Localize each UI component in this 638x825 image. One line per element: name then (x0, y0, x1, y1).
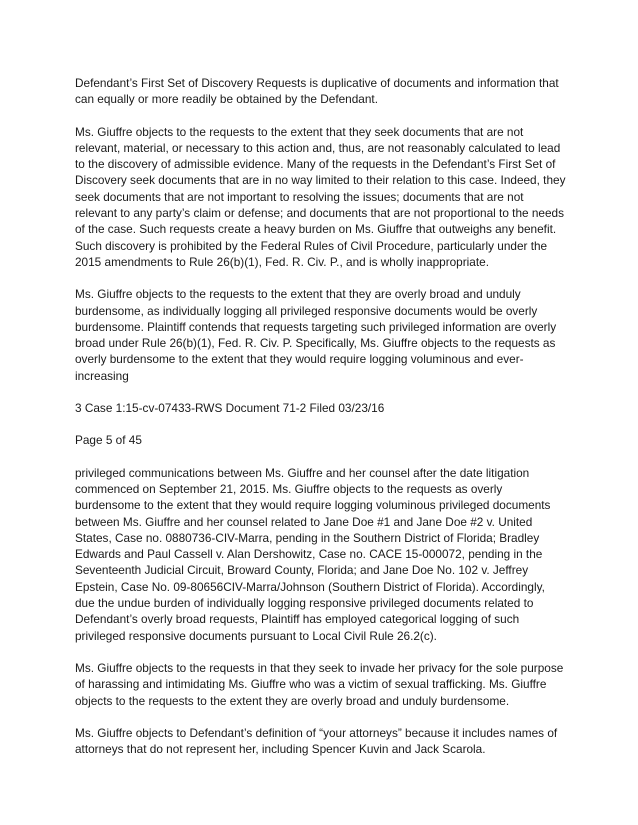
paragraph-duplicative-discovery: Defendant’s First Set of Discovery Requests is duplicative of documents and information that can equally or more readily be obtained by the Defendant. (75, 76, 559, 107)
paragraph-privacy-objection: Ms. Giuffre objects to the requests in that they seek to invade her privacy for the sole purpose of harassing and intimidating Ms. Giuffre who was a victim of sexual trafficking. Ms. Giuffre objects to the requests to the extent they are overly broad and unduly burdensome. (75, 660, 564, 708)
paragraph-overbroad-objection: Ms. Giuffre objects to the requests to the extent that they are overly broad and unduly burdensome, as individually logging all privileged responsive documents would be overly burdensome. Plaintiff contends that requests targeting such privileged information are overly broad under Rule 26(b)(1), Fed. R. Civ. P. Specifically, Ms. Giuffre objects to the requests as overly burdensome to the extent that they would require logging voluminous and ever-increasing (75, 287, 557, 383)
page-number: Page 5 of 45 (75, 433, 142, 448)
paragraph-attorneys-definition: Ms. Giuffre objects to Defendant’s definition of “your attorneys” because it includes names of attorneys that do not represent her, including Spencer Kuvin and Jack Scarola. (75, 725, 558, 757)
document-body (75, 75, 567, 773)
case-header-line: 3 Case 1:15-cv-07433-RWS Document 71-2 Filed 03/23/16 (75, 401, 385, 416)
paragraph-privileged-communications: privileged communications between Ms. Giuffre and her counsel after the date litigation commenced on September 21, 2015. Ms. Giuffre objects to the requests as overly burdensome to the extent that they would require logging voluminous privileged documents between Ms. Giuffre and her counsel related to Jane Doe #1 and Jane Doe #2 v. United States, Case no. 0880736-CIV-Marra, pending in the Southern District of Florida; Bradley Edwards and Paul Cassell v. Alan Dershowitz, Case no. CACE 15-000072, pending in the Seventeenth Judicial Circuit, Broward County, Florida; and Jane Doe No. 102 v. Jeffrey Epstein, Case No. 09-80656CIV-Marra/Johnson (Southern District of Florida). Accordingly, due the undue burden of individually logging responsive privileged documents related to Defendant’s overly broad requests, Plaintiff has employed categorical logging of such privileged responsive documents pursuant to Local Civil Rule 26.2(c). (75, 465, 551, 643)
paragraph-relevance-objection: Ms. Giuffre objects to the requests to the extent that they seek documents that are not relevant, material, or necessary to this action and, thus, are not reasonably calculated to lead to the discovery of admissible evidence. Many of the requests in the Defendant’s First Set of Discovery seek documents that are in no way limited to their relation to this case. Indeed, they seek documents that are not important to resolving the issues; documents that are not relevant to any party’s claim or defense; and documents that are not proportional to the needs of the case. Such requests create a heavy burden on Ms. Giuffre that outweighs any benefit. Such discovery is prohibited by the Federal Rules of Civil Procedure, particularly under the 2015 amendments to Rule 26(b)(1), Fed. R. Civ. P., and is wholly inappropriate. (75, 124, 566, 269)
